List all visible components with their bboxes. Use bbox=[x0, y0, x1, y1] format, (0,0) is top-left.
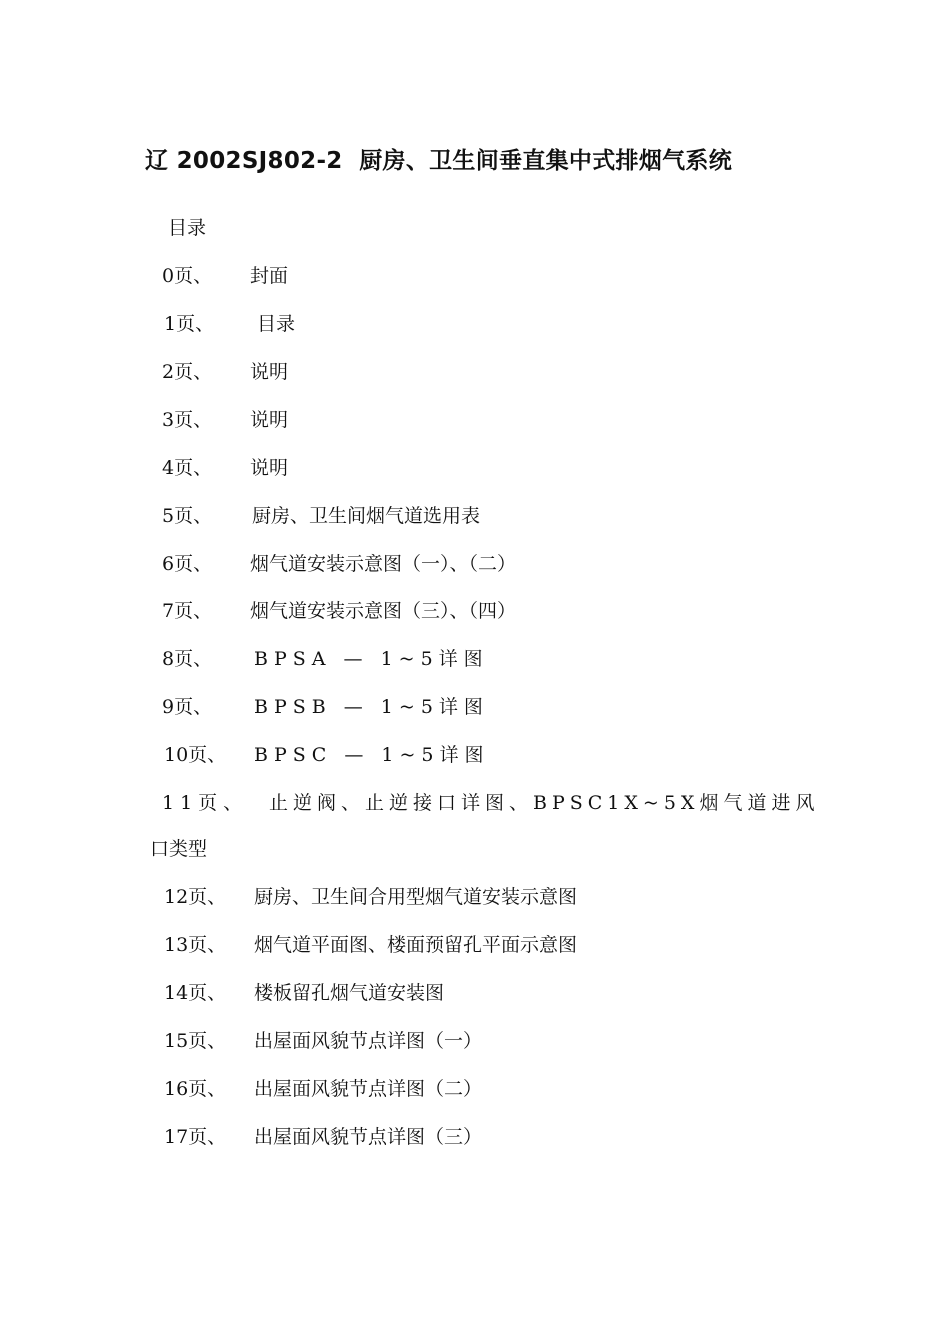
toc-entry-title: 说明 bbox=[250, 409, 289, 431]
toc-entry-title: 出屋面风貌节点详图（一） bbox=[254, 1030, 483, 1052]
toc-entry-title: 厨房、卫生间烟气道选用表 bbox=[252, 505, 481, 527]
toc-entry-title: BPSB — 1~5详图 bbox=[254, 696, 489, 718]
toc-page-number: 16页、 bbox=[164, 1078, 227, 1100]
toc-page-number: 8页、 bbox=[162, 648, 213, 670]
toc-page-number: 11页、 bbox=[162, 792, 249, 814]
toc-page-number: 2页、 bbox=[162, 361, 213, 383]
toc-heading: 目录 bbox=[168, 217, 207, 239]
toc-entry-title: 烟气道平面图、楼面预留孔平面示意图 bbox=[254, 934, 578, 956]
toc-entry-title: BPSA — 1~5详图 bbox=[254, 648, 489, 670]
toc-entry-title: 止逆阀、止逆接口详图、BPSC1X~5X烟气道进风 bbox=[269, 792, 820, 814]
toc-page-number: 13页、 bbox=[164, 934, 227, 956]
toc-page-number: 1页、 bbox=[164, 313, 215, 335]
toc-entry-title: 封面 bbox=[250, 265, 289, 287]
toc-page-number: 17页、 bbox=[164, 1126, 227, 1148]
document-title: 辽 2002SJ802-2 厨房、卫生间垂直集中式排烟气系统 bbox=[145, 148, 733, 174]
toc-entry-title: BPSC — 1~5详图 bbox=[254, 744, 490, 766]
toc-page-number: 15页、 bbox=[164, 1030, 227, 1052]
toc-page-number: 10页、 bbox=[164, 744, 227, 766]
toc-page-number: 5页、 bbox=[162, 505, 213, 527]
toc-page-number: 4页、 bbox=[162, 457, 213, 479]
toc-entry-title: 说明 bbox=[250, 361, 289, 383]
toc-page-number: 14页、 bbox=[164, 982, 227, 1004]
toc-page-number: 9页、 bbox=[162, 696, 213, 718]
toc-entry-title: 目录 bbox=[257, 313, 296, 335]
toc-page-number: 7页、 bbox=[162, 600, 213, 622]
toc-entry-title: 出屋面风貌节点详图（二） bbox=[254, 1078, 483, 1100]
toc-entry-title: 厨房、卫生间合用型烟气道安装示意图 bbox=[254, 886, 578, 908]
toc-entry-title: 说明 bbox=[250, 457, 289, 479]
toc-entry-continuation: 口类型 bbox=[150, 838, 208, 860]
toc-entry-title: 烟气道安装示意图（三）、（四） bbox=[250, 600, 517, 622]
toc-entry-title: 出屋面风貌节点详图（三） bbox=[254, 1126, 483, 1148]
toc-page-number: 12页、 bbox=[164, 886, 227, 908]
toc-page-number: 6页、 bbox=[162, 553, 213, 575]
toc-entry-title: 烟气道安装示意图（一）、（二） bbox=[250, 553, 517, 575]
toc-page-number: 0页、 bbox=[162, 265, 213, 287]
toc-page-number: 3页、 bbox=[162, 409, 213, 431]
toc-entry-title: 楼板留孔烟气道安装图 bbox=[254, 982, 445, 1004]
